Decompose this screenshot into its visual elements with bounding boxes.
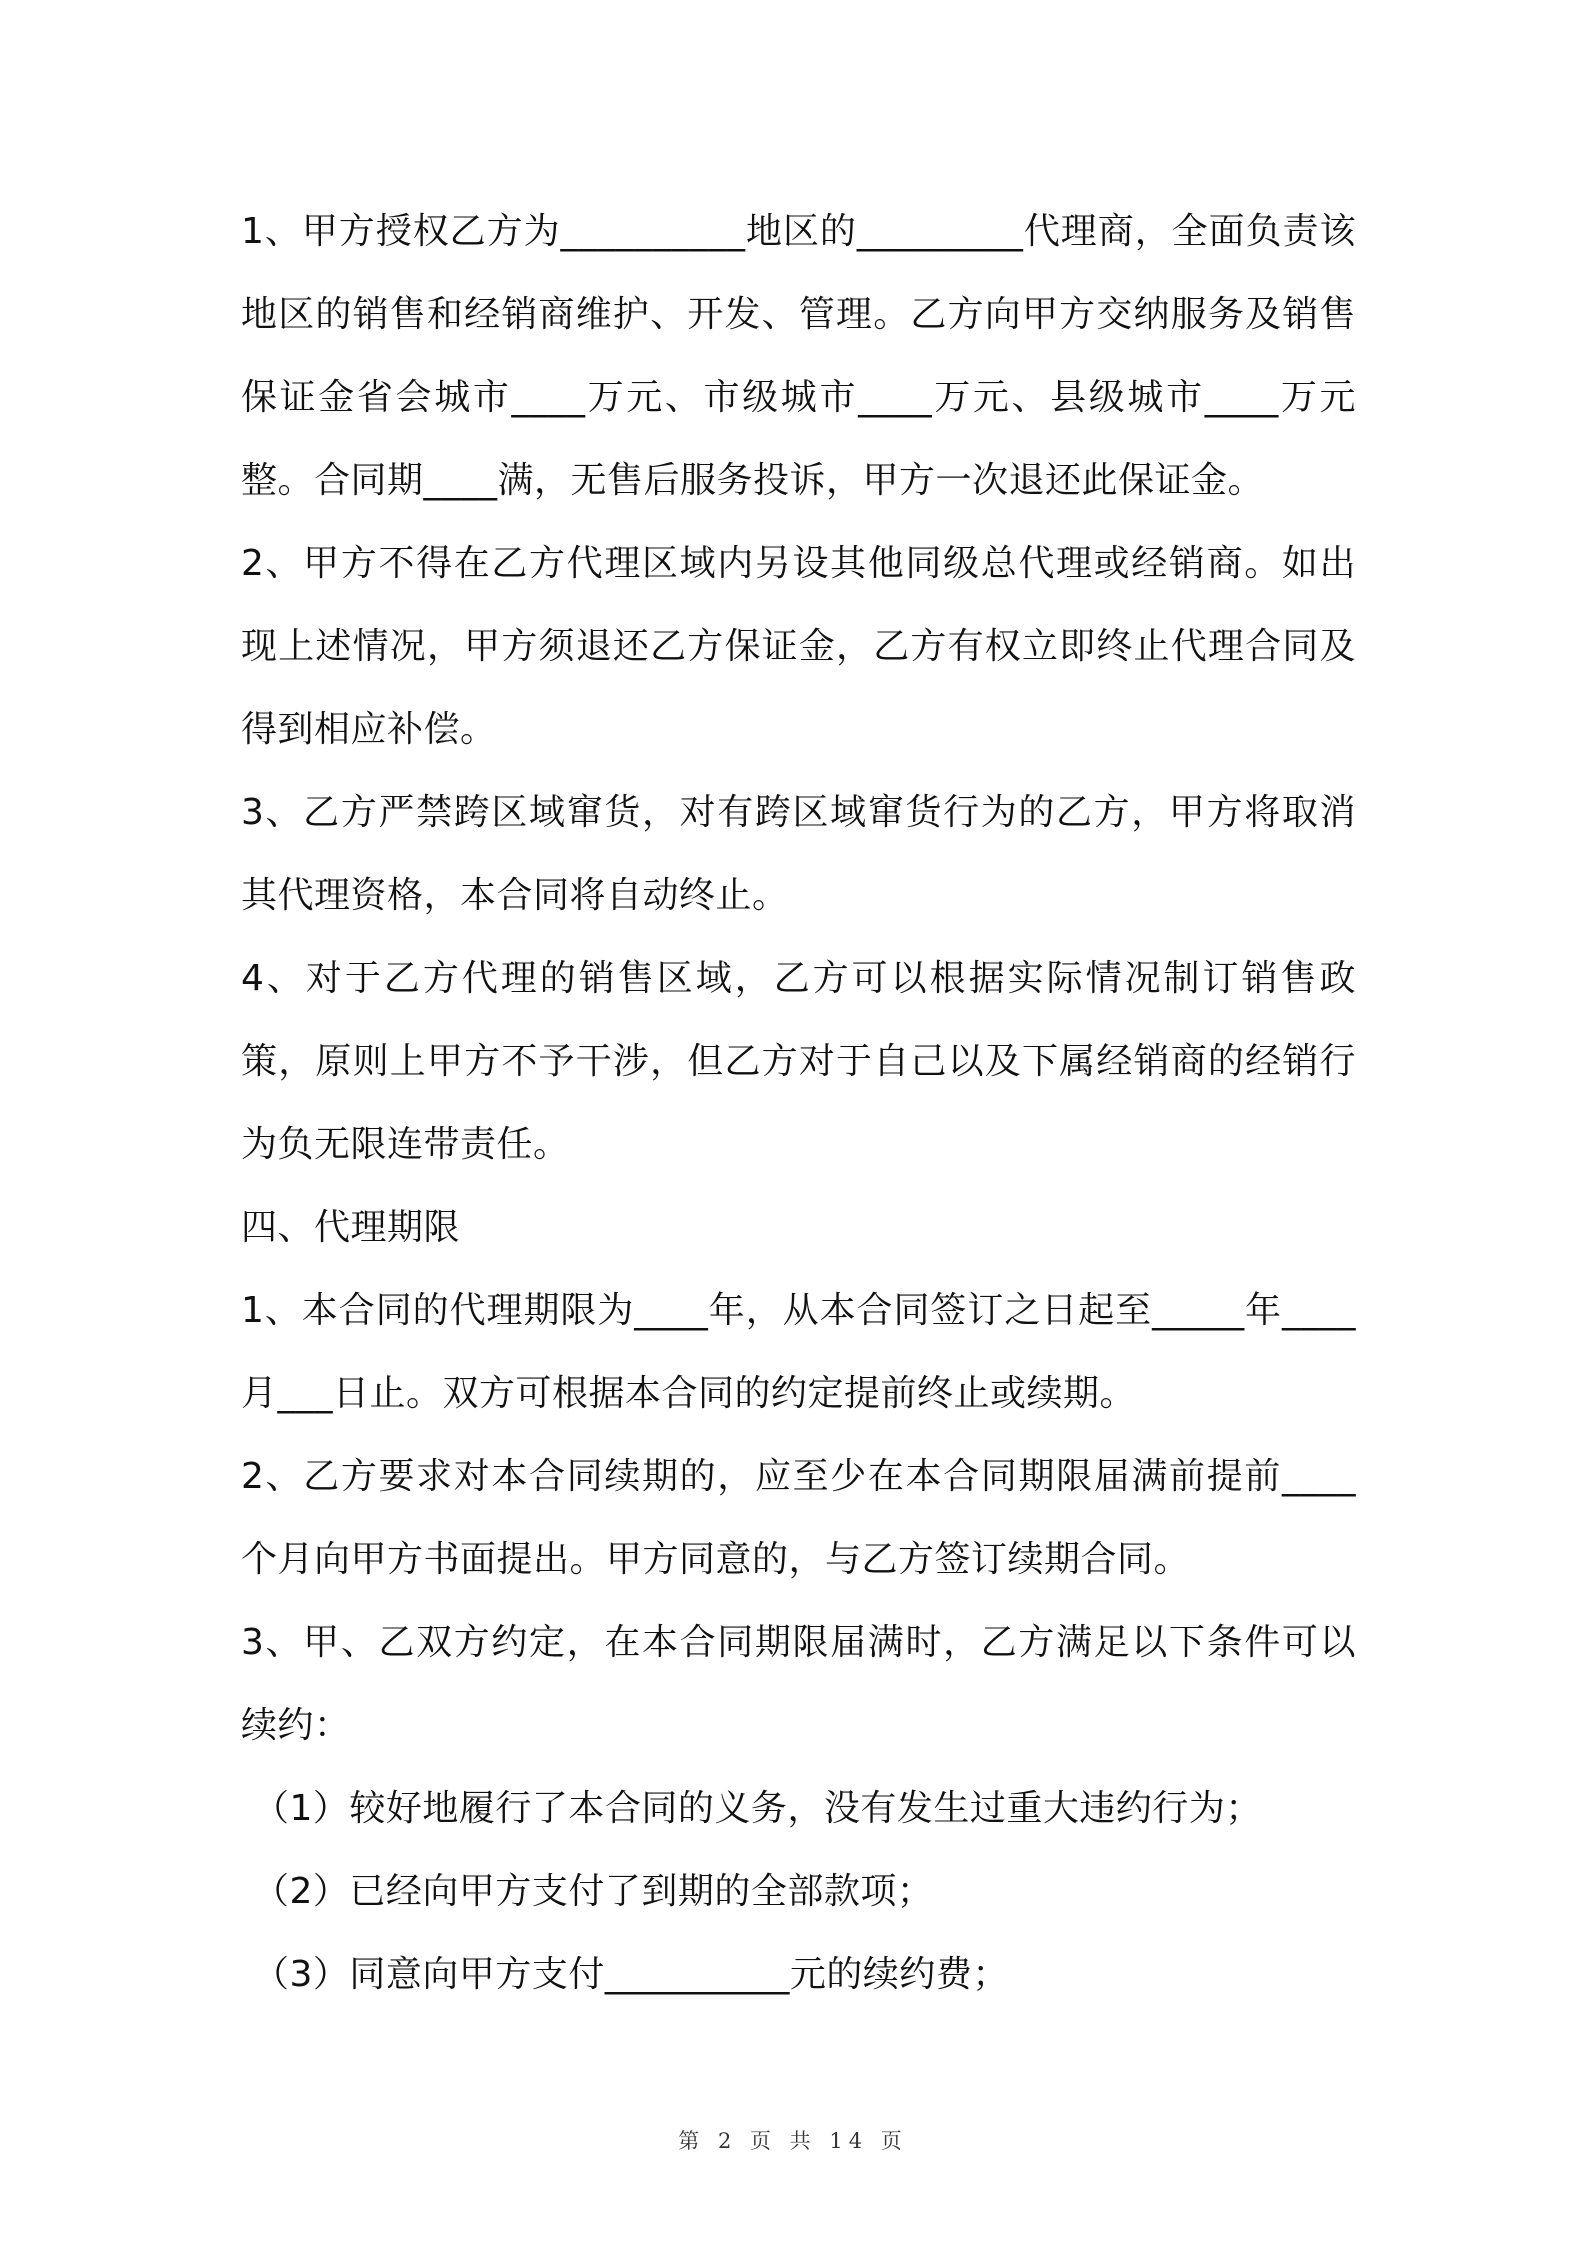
- clause-3-1: 1、甲方授权乙方为__________地区的_________代理商，全面负责该地区的销售和经销商维护、开发、管理。乙方向甲方交纳服务及销售保证金省会城市____万元、市级城市____万元、县级城市____万元整。合同期____满，无售后服务投诉，甲方一次退还此保证金。: [241, 211, 1356, 501]
- renewal-condition-1: （1）较好地履行了本合同的义务，没有发生过重大违约行为；: [253, 1788, 1262, 1829]
- document-body: [241, 190, 1356, 2016]
- renewal-condition-2: （2）已经向甲方支付了到期的全部款项；: [253, 1871, 934, 1912]
- clause-4-1: 1、本合同的代理期限为____年，从本合同签订之日起至_____年____月___日止。双方可根据本合同的约定提前终止或续期。: [241, 1290, 1356, 1414]
- renewal-condition-3: （3）同意向甲方支付__________元的续约费；: [253, 1954, 1009, 1995]
- clause-4-3: 3、甲、乙双方约定，在本合同期限届满时，乙方满足以下条件可以续约：: [241, 1622, 1356, 1746]
- clause-3-2: 2、甲方不得在乙方代理区域内另设其他同级总代理或经销商。如出现上述情况，甲方须退还乙方保证金，乙方有权立即终止代理合同及得到相应补偿。: [241, 543, 1356, 750]
- clause-4-2: 2、乙方要求对本合同续期的，应至少在本合同期限届满前提前____个月向甲方书面提出。甲方同意的，与乙方签订续期合同。: [241, 1456, 1356, 1580]
- section-heading-agency-term: 四、代理期限: [241, 1207, 461, 1248]
- clause-3-3: 3、乙方严禁跨区域窜货，对有跨区域窜货行为的乙方，甲方将取消其代理资格，本合同将自动终止。: [241, 792, 1356, 916]
- page-number-footer: 第 2 页 共 14 页: [678, 2129, 908, 2153]
- clause-3-4: 4、对于乙方代理的销售区域，乙方可以根据实际情况制订销售政策，原则上甲方不予干涉，但乙方对于自己以及下属经销商的经销行为负无限连带责任。: [241, 958, 1356, 1165]
